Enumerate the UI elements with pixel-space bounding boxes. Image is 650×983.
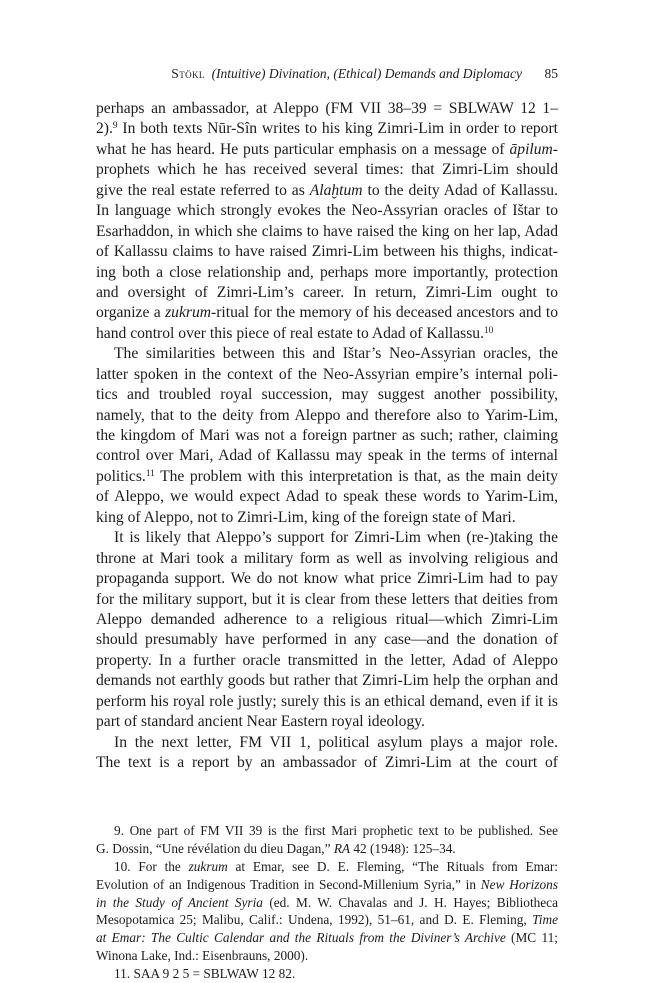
footnote-10-cont: in the Study of Ancient Syria (ed. M. W. Chavalas and J. H. Hayes; Bibliotheca: [96, 894, 558, 910]
text-line: king of Aleppo, not to Zimri-Lim, king of the foreign state of Mari.: [96, 508, 516, 526]
footnotes: [96, 822, 558, 983]
footnote-ref-11: 11: [145, 468, 155, 479]
text-line: throne at Mari took a military form as well as involving religious and: [96, 549, 558, 567]
text-line: demands not earthly goods but rather that Zimri-Lim help the orphan and: [96, 672, 558, 690]
text-line: of Aleppo, we would expect Adad to speak these words to Yarim-Lim,: [96, 488, 558, 506]
footnote-11: 11. SAA 9 2 5 = SBLWAW 12 82.: [114, 966, 296, 982]
footnote-10-cont: Winona Lake, Ind.: Eisenbrauns, 2000).: [96, 948, 309, 964]
text-line: for the military support, but it is clear from these letters that deities from: [96, 590, 558, 608]
footnote-10-cont: Evolution of an Indigenous Tradition in Second-Millenium Syria,” in New Horizons: [96, 876, 558, 892]
footnote-ref-9: 9: [112, 121, 118, 132]
footnote-9: 9. One part of FM VII 39 is the first Mari prophetic text to be published. See: [114, 823, 558, 838]
footnote-10: 10. For the zukrum at Emar, see D. E. Fleming, “The Rituals from Emar:: [114, 858, 559, 874]
running-head-author: Stökl: [171, 66, 205, 81]
text-line: perhaps an ambassador, at Aleppo (FM VII 38–39 = SBLWAW 12 1–: [96, 100, 558, 117]
running-head-chapter-title: (Intuitive) Divination, (Ethical) Demands and Diplomacy: [211, 66, 522, 81]
text-line: what he has heard. He puts particular emphasis on a message of āpilum-: [96, 140, 558, 158]
text-line: perform his royal role justly; surely this is an ethical demand, even if it is: [96, 692, 558, 710]
running-title: [171, 64, 522, 84]
text-line: organize a zukrum-ritual for the memory of his deceased ancestors and to: [96, 304, 558, 322]
footnote-9-cont: G. Dossin, “Une révélation du dieu Dagan,” RA 42 (1948): 125–34.: [96, 840, 456, 856]
text-line: prophets which he has received several times: that Zimri-Lim should: [96, 161, 558, 179]
footnote-10-cont: Mesopotamica 25; Malibu, Calif.: Undena, 1992), 51–61, and D. E. Fleming, Time: [96, 912, 558, 928]
text-line: namely, that to the deity from Aleppo and therefore also to Yarim-Lim,: [96, 406, 558, 424]
text-line: Esarhaddon, in which she claims to have raised the king on her lap, Adad: [96, 222, 558, 240]
text-line: ing both a close relationship and, perhaps more importantly, protection: [96, 263, 558, 281]
text-line: and oversight of Zimri-Lim’s career. In return, Zimri-Lim ought to: [96, 283, 558, 301]
text-line: the kingdom of Mari was not a foreign partner as such; rather, claiming: [96, 427, 558, 444]
text-line: tics and troubled royal succession, may suggest another possibility,: [96, 386, 558, 404]
text-line: give the real estate referred to as Alaḫtum to the deity Adad of Kallassu.: [96, 181, 558, 199]
text-line: of Kallassu claims to have raised Zimri-Lim between his thighs, indicat-: [96, 243, 558, 261]
text-line: should presumably have performed in any case—and the donation of: [96, 631, 558, 649]
text-line: The similarities between this and Ištar’s Neo-Assyrian oracles, the: [114, 345, 558, 363]
footnote-ref-10: 10: [484, 325, 494, 336]
running-head: [96, 64, 558, 84]
page-number: 85: [544, 66, 558, 81]
text-line: 2).$^9$ In both texts Nūr-Sîn writes to his king Zimri-Lim in order to report: [96, 120, 558, 138]
text-line: In language which strongly evokes the Neo-Assyrian oracles of Ištar to: [96, 202, 558, 220]
text-line: In the next letter, FM VII 1, political asylum plays a major role.: [114, 733, 558, 751]
text-line: It is likely that Aleppo’s support for Zimri-Lim when (re-)taking the: [114, 529, 558, 547]
footnote-10-cont: at Emar: The Cultic Calendar and the Rituals from the Diviner’s Archive (MC 11;: [96, 930, 558, 946]
text-line: property. In a further oracle transmitted in the letter, Adad of Aleppo: [96, 651, 558, 669]
text-line: politics.$^{11}$ The problem with this interpretation is that, as the main deity: [96, 467, 558, 485]
text-line: latter spoken in the context of the Neo-Assyrian empire’s internal poli-: [96, 365, 558, 383]
text-line: hand control over this piece of real estate to Adad of Kallassu.$^{10}$: [96, 324, 494, 342]
text-line: The text is a report by an ambassador of Zimri-Lim at the court of: [96, 754, 558, 771]
text-line: propaganda support. We do not know what price Zimri-Lim had to pay: [96, 570, 558, 588]
main-text: [96, 99, 558, 773]
text-line: part of standard ancient Near Eastern royal ideology.: [96, 713, 425, 731]
text-line: control over Mari, Adad of Kallassu may speak in the terms of internal: [96, 447, 558, 465]
text-line: Aleppo demanded adherence to a religious ritual—which Zimri-Lim: [96, 610, 558, 628]
